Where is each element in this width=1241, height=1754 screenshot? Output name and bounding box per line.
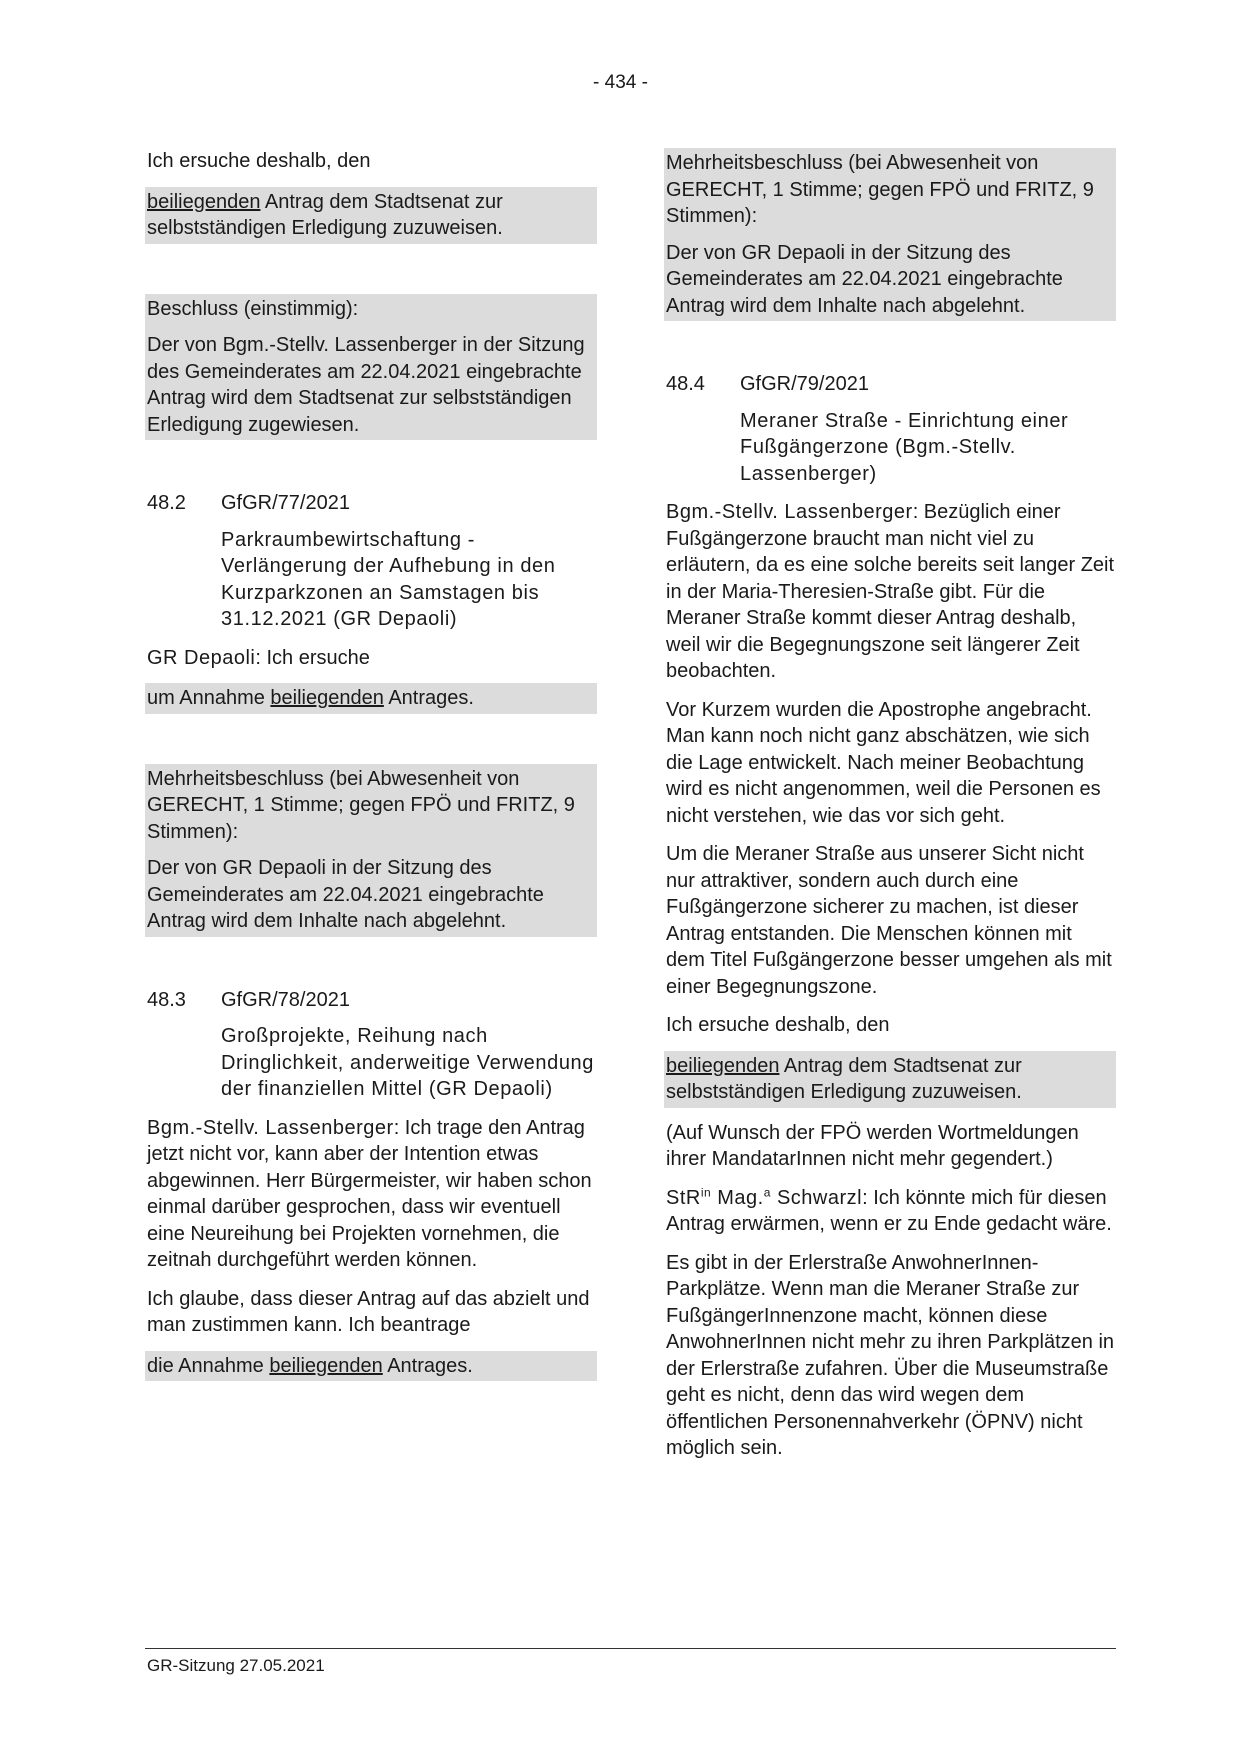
resolution-box [145,764,597,937]
motion-underlined: beiliegenden [147,190,261,213]
resolution-head: Mehrheitsbeschluss (bei Abwesenheit von GERECHT, 1 Stimme; gegen FPÖ und FRITZ, 9 Stimmen): [666,152,1094,227]
resolution-text: Der von Bgm.-Stellv. Lassenberger in der Sitzung des Gemeinderates am 22.04.2021 eingebrachte Antrag wird dem Stadtsenat zur selbstständigen Erledigung zugewiesen. [147,334,585,436]
agenda-item-48-3 [147,987,597,1014]
motion-underlined: beiliegenden [270,687,384,709]
right-column [664,148,1116,1474]
resolution-box [145,294,597,441]
left-column [145,148,597,1393]
speech-lassenberger [147,1115,597,1274]
speaker-surname: Schwarzl [770,1186,863,1209]
motion-post: Antrages. [382,1354,473,1377]
motion-underlined: beiliegenden [666,1054,780,1077]
speaker-title: StR [666,1186,701,1209]
speech-text: : Bezüglich einer Fußgängerzone braucht man nicht viel zu erläutern, da es eine solche bereits seit langer Zeit in der Maria-Theresien-Straße gibt. Für die Meraner Straße kommt dieser Antrag deshalb, weil wir die Begegnungszone seit längerer Zeit beobachten. [666,501,1115,682]
resolution-head: Mehrheitsbeschluss (bei Abwesenheit von GERECHT, 1 Stimme; gegen FPÖ und FRITZ, 9 Stimmen): [147,767,575,843]
motion-pre: die Annahme [147,1354,270,1377]
speaker-degree-sup: a [763,1184,771,1199]
item-code: GfGR/77/2021 [221,492,350,514]
paragraph: Ich glaube, dass dieser Antrag auf das abzielt und man zustimmen kann. Ich beantrage [147,1287,590,1336]
footer-divider [145,1648,1116,1649]
motion-box [145,1351,597,1382]
motion-box [145,683,597,714]
motion-text [147,685,595,712]
speaker-name [666,1184,863,1209]
item-subject: Großprojekte, Reihung nach Dringlichkeit, anderweitige Verwendung der finanziellen Mittel (GR Depaoli) [221,1025,595,1100]
resolution-text: Der von GR Depaoli in der Sitzung des Gemeinderates am 22.04.2021 eingebrachte Antrag wird dem Inhalte nach abgelehnt. [147,857,544,932]
page-number: - 434 - [593,72,648,93]
item-subject: Meraner Straße - Einrichtung einer Fußgängerzone (Bgm.-Stellv. Lassenberger) [740,409,1069,485]
item-code: GfGR/79/2021 [740,373,869,395]
speaker-degree: Mag. [711,1186,764,1209]
speaker-name: Bgm.-Stellv. Lassenberger [666,501,913,523]
motion-underlined: beiliegenden [269,1354,383,1377]
speech-text: : Ich trage den Antrag jetzt nicht vor, kann aber der Intention etwas abgewinnen. Herr Bürgermeister, wir haben schon einmal darüber gesprochen, dass wir eventuell eine Neureihung bei Projekten vornehmen, die zeitnah durchgeführt werden können. [147,1116,592,1271]
motion-text [666,1053,1114,1106]
item-subject: Parkraumbewirtschaftung - Verlängerung der Aufhebung in den Kurzparkzonen an Samstagen bis 31.12.2021 (GR Depaoli) [221,528,556,630]
item-number: 48.3 [147,988,186,1011]
motion-rest: Antrag dem Stadtsenat zur selbstständigen Erledigung zuzuweisen. [666,1054,1022,1103]
item-number: 48.2 [147,492,186,514]
motion-pre: um Annahme [147,687,271,709]
agenda-item-48-2 [147,490,597,517]
motion-text [147,1353,595,1380]
paragraph: Um die Meraner Straße aus unserer Sicht nicht nur attraktiver, sondern auch durch eine Fußgängerzone sicherer zu machen, ist dieser Antrag entstanden. Die Menschen können mit dem Titel Fußgängerzone besser umgehen als mit einer Begegnungszone. [666,843,1112,998]
speech-schwarzl [666,1185,1116,1238]
speech-lassenberger [666,499,1116,685]
request-intro: Ich ersuche deshalb, den [666,1014,890,1036]
paragraph: Vor Kurzem wurden die Apostrophe angebracht. Man kann noch nicht ganz abschätzen, wie sich die Lage entwickelt. Nach meiner Beobachtung wird es nicht angenommen, weil die Personen es nicht verstehen, wie das vor sich geht. [666,698,1101,827]
motion-rest: Antrag dem Stadtsenat zur selbstständigen Erledigung zuzuweisen. [147,190,503,239]
request-intro: Ich ersuche deshalb, den [147,150,371,172]
item-number: 48.4 [666,373,705,395]
note: (Auf Wunsch der FPÖ werden Wortmeldungen ihrer MandatarInnen nicht mehr gegendert.) [666,1121,1079,1170]
footer: GR-Sitzung 27.05.2021 [147,1656,325,1675]
motion-post: Antrages. [383,687,474,709]
resolution-head: Beschluss (einstimmig): [147,297,359,320]
speaker-name: Bgm.-Stellv. Lassenberger [147,1116,394,1139]
speech-text: : Ich könnte mich für diesen Antrag erwärmen, wenn er zu Ende gedacht wäre. [666,1186,1112,1235]
speaker-name: GR Depaoli [147,646,256,669]
speech-depaoli [147,645,597,672]
paragraph: Es gibt in der Erlerstraße AnwohnerInnen-Parkplätze. Wenn man die Meraner Straße zur FußgängerInnenzone macht, können diese AnwohnerInnen nicht mehr zu ihren Parkplätzen in der Erlerstraße zufahren. Über die Museumstraße geht es nicht, denn das wird wegen dem öffentlichen Personennahverkehr (ÖPNV) nicht möglich sein. [666,1251,1115,1459]
resolution-box [664,148,1116,321]
resolution-text: Der von GR Depaoli in der Sitzung des Gemeinderates am 22.04.2021 eingebrachte Antrag wird dem Inhalte nach abgelehnt. [666,241,1063,317]
speech-text: : Ich ersuche [255,646,370,669]
motion-box [664,1051,1116,1108]
motion-text [147,189,595,242]
speaker-title-sup: in [700,1184,712,1199]
agenda-item-48-4 [666,371,1116,398]
motion-box [145,187,597,244]
item-code: GfGR/78/2021 [221,988,350,1011]
